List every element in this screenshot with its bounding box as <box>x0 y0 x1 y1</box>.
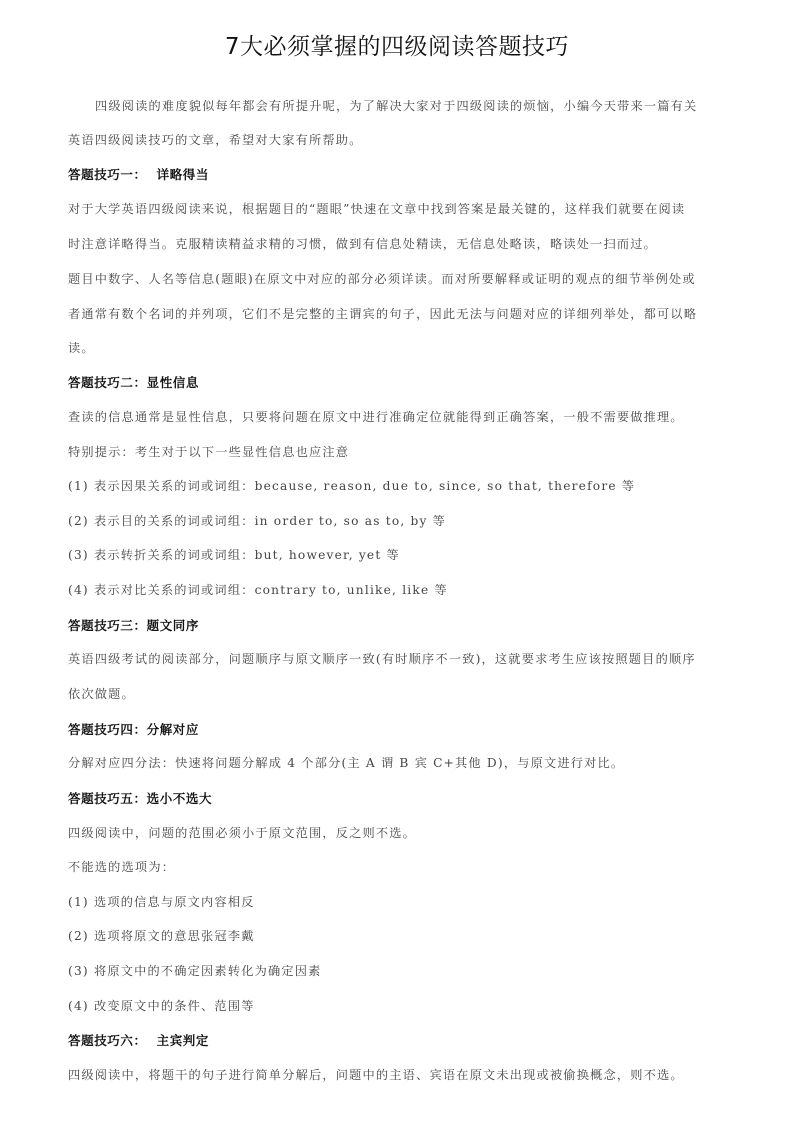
section-heading-prefix: 答题技巧三： <box>68 618 147 633</box>
paragraph-line: 依次做题。 <box>68 687 135 701</box>
section-heading-prefix: 答题技巧四： <box>68 722 147 737</box>
list-item: (4) 改变原文中的条件、范围等 <box>68 999 255 1013</box>
section-heading-4 <box>68 720 199 738</box>
paragraph-line: 四级阅读中，问题的范围必须小于原文范围，反之则不选。 <box>68 826 417 840</box>
section-heading-topic: 分解对应 <box>146 722 200 737</box>
section-heading-6 <box>68 1031 209 1049</box>
section-heading-topic: 选小不选大 <box>146 791 213 806</box>
section-heading-prefix: 答题技巧五： <box>68 791 147 806</box>
section-heading-5 <box>68 789 212 807</box>
paragraph-line: 者通常有数个名词的并列项，它们不是完整的主谓宾的句子，因此无法与问题对应的详细列举处，都可以略 <box>68 307 698 321</box>
paragraph-line: 特别提示：考生对于以下一些显性信息也应注意 <box>68 445 350 459</box>
intro-line-1: 四级阅读的难度貌似每年都会有所提升呢，为了解决大家对于四级阅读的烦恼，小编今天带来一篇有关 <box>95 99 698 113</box>
list-item: (2) 表示目的关系的词或词组：in order to, so as to, by 等 <box>68 514 447 528</box>
intro-line-2: 英语四级阅读技巧的文章，希望对大家有所帮助。 <box>68 133 363 147</box>
paragraph-line: 查读的信息通常是显性信息，只要将问题在原文中进行准确定位就能得到正确答案，一般不需要做推理。 <box>68 410 684 424</box>
list-item: (1) 选项的信息与原文内容相反 <box>68 895 255 909</box>
list-item: (1) 表示因果关系的词或词组：because, reason, due to, since, so that, therefore 等 <box>68 479 636 493</box>
section-heading-topic: 显性信息 <box>146 375 200 390</box>
section-heading-prefix: 答题技巧六： <box>68 1033 147 1048</box>
paragraph-line: 不能选的选项为： <box>68 860 176 874</box>
paragraph-line: 读。 <box>68 341 95 355</box>
section-heading-1 <box>68 165 209 183</box>
paragraph-line: 英语四级考试的阅读部分，问题顺序与原文顺序一致(有时顺序不一致)，这就要求考生应该按照题目的顺序 <box>68 652 696 666</box>
list-item: (3) 将原文中的不确定因素转化为确定因素 <box>68 964 322 978</box>
paragraph-line: 时注意详略得当。克服精读精益求精的习惯，做到有信息处精读，无信息处略读，略读处一扫而过。 <box>68 237 658 251</box>
page-title: 7大必须掌握的四级阅读答题技巧 <box>224 34 570 60</box>
section-heading-2 <box>68 373 199 391</box>
section-heading-3 <box>68 616 199 634</box>
paragraph-line: 四级阅读中，将题干的句子进行简单分解后，问题中的主语、宾语在原文未出现或被偷换概念，则不选。 <box>68 1068 684 1082</box>
section-heading-topic: 详略得当 <box>156 167 210 182</box>
list-item: (3) 表示转折关系的词或词组：but, however, yet 等 <box>68 548 400 562</box>
list-item: (2) 选项将原文的意思张冠李戴 <box>68 929 255 943</box>
paragraph-line: 题目中数字、人名等信息(题眼)在原文中对应的部分必须详读。而对所要解释或证明的观点的细节举例处或 <box>68 272 696 286</box>
paragraph-line: 对于大学英语四级阅读来说，根据题目的“题眼”快速在文章中找到答案是最关键的，这样我们就要在阅读 <box>68 202 686 216</box>
paragraph-line: 分解对应四分法：快速将问题分解成 4 个部分(主 A 谓 B 宾 C+其他 D)，与原文进行对比。 <box>68 756 625 770</box>
list-item: (4) 表示对比关系的词或词组：contrary to, unlike, like 等 <box>68 583 448 597</box>
section-heading-topic: 题文同序 <box>146 618 200 633</box>
section-heading-prefix: 答题技巧一： <box>68 167 147 182</box>
section-heading-topic: 主宾判定 <box>156 1033 210 1048</box>
section-heading-prefix: 答题技巧二： <box>68 375 147 390</box>
